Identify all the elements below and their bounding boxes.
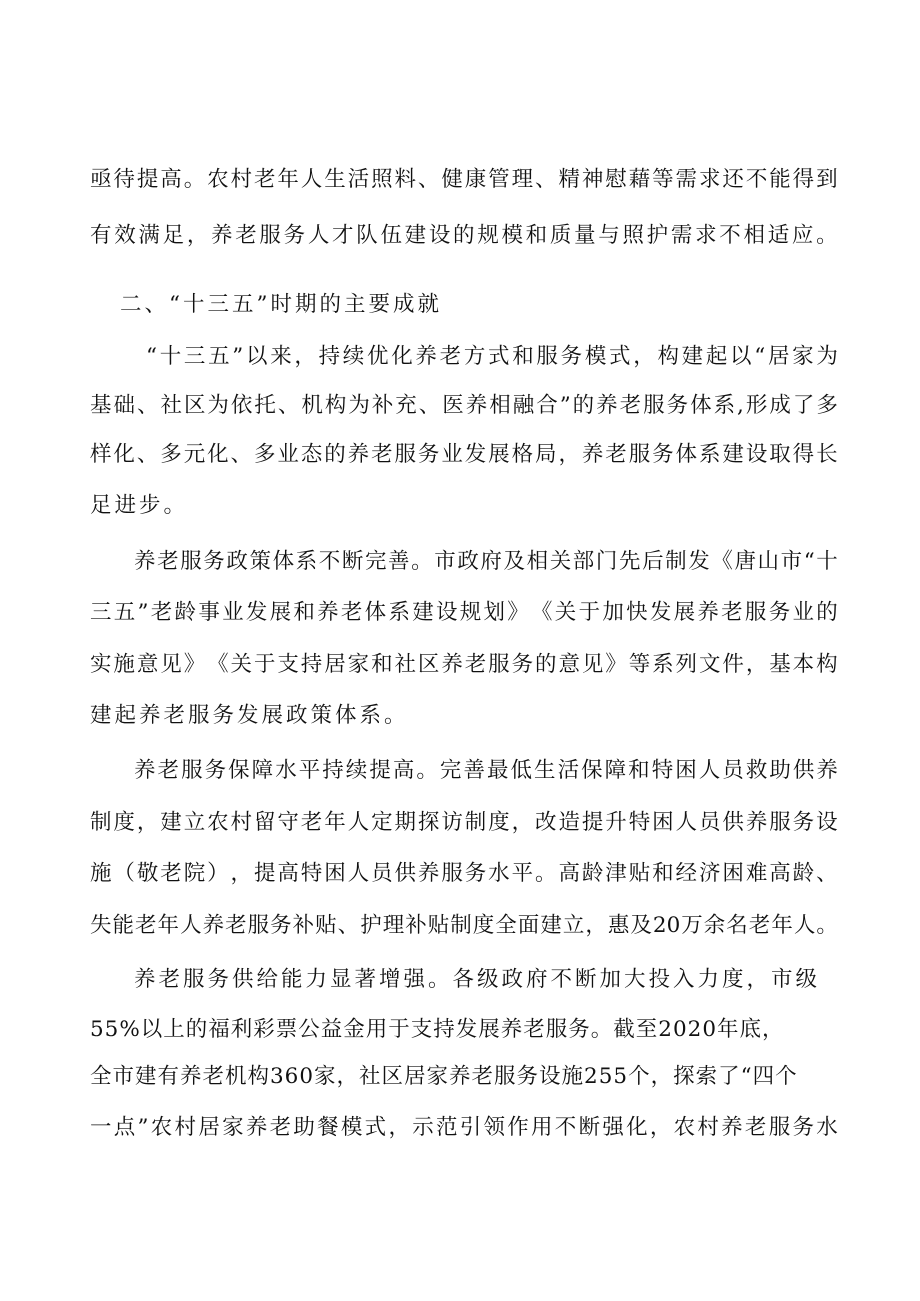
text-line: 实 施 意 见 》 《 关 于 支 持 居 家 和 社 区 养 老 服 务 的 意 见 》 等 系 列 文 件 ， 基 本 构 bbox=[90, 652, 838, 677]
text-line: 失 能 老 年 人 养 老 服 务 补 贴 、 护 理 补 贴 制 度 全 面 建 立 ， 惠 及 20 万 余 名 老 年 人 。 bbox=[90, 913, 838, 938]
text-line: 有 效 满 足 ， 养 老 服 务 人 才 队 伍 建 设 的 规 模 和 质 量 与 照 护 需 求 不 相 适 应 。 bbox=[90, 223, 838, 248]
text-line: 基 础 、 社 区 为 依 托 、 机 构 为 补 充 、 医 养 相 融 合 ” 的 养 老 服 务 体 系 , 形 成 了 多 bbox=[90, 393, 838, 418]
text-line: 亟 待 提 高 。 农 村 老 年 人 生 活 照 料 、 健 康 管 理 、 精 神 慰 藉 等 需 求 还 不 能 得 到 bbox=[90, 167, 838, 192]
text-line: 养 老 服 务 政 策 体 系 不 断 完 善 。 市 政 府 及 相 关 部 门 先 后 制 发 《 唐 山 市 “ 十 bbox=[134, 549, 838, 574]
text-line: 样 化 、 多 元 化 、 多 业 态 的 养 老 服 务 业 发 展 格 局 ， 养 老 服 务 体 系 建 设 取 得 长 bbox=[90, 442, 838, 467]
text-line: 施 （ 敬 老 院 ） ， 提 高 特 困 人 员 供 养 服 务 水 平 。 高 龄 津 贴 和 经 济 困 难 高 龄 、 bbox=[90, 861, 838, 886]
text-line: 55%以上的福利彩票公益金用于支持发展养老服务。截至2020年底， bbox=[90, 1017, 785, 1042]
text-line: “ 十 三 五 ” 以 来 ， 持 续 优 化 养 老 方 式 和 服 务 模 式 ， 构 建 起 以 “ 居 家 为 bbox=[146, 344, 838, 369]
section-heading: 二、“十三五”时期的主要成就 bbox=[120, 292, 442, 317]
text-line: 养 老 服 务 保 障 水 平 持 续 提 高 。 完 善 最 低 生 活 保 障 和 特 困 人 员 救 助 供 养 bbox=[134, 758, 838, 783]
text-line: 全市建有养老机构360家，社区居家养老服务设施255个，探索了“四个 bbox=[90, 1064, 798, 1089]
text-line: 制 度 ， 建 立 农 村 留 守 老 年 人 定 期 探 访 制 度 ， 改 造 提 升 特 困 人 员 供 养 服 务 设 bbox=[90, 810, 838, 835]
text-line: 建起养老服务发展政策体系。 bbox=[90, 703, 409, 728]
text-line: 一 点 ” 农 村 居 家 养 老 助 餐 模 式 ， 示 范 引 领 作 用 不 断 强 化 ， 农 村 养 老 服 务 水 bbox=[90, 1115, 838, 1140]
text-line: 养老服务供给能力显著增强。各级政府不断加大投入力度，市级 bbox=[134, 967, 821, 992]
text-line: 足进步。 bbox=[90, 493, 189, 518]
text-line: 三 五 ” 老 龄 事 业 发 展 和 养 老 体 系 建 设 规 划 》 《 关 于 加 快 发 展 养 老 服 务 业 的 bbox=[90, 600, 838, 625]
